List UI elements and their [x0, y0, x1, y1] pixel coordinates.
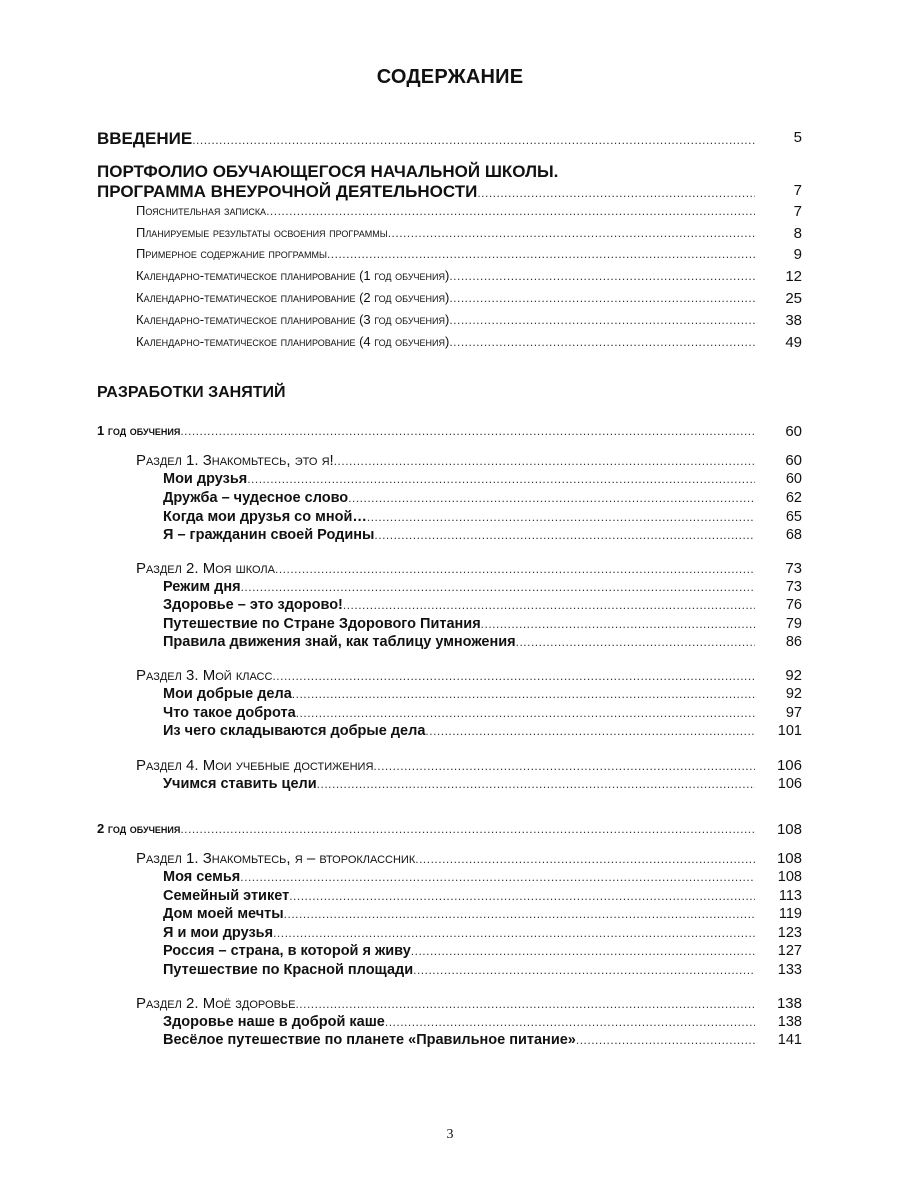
toc-entry-label: Весёлое путешествие по планете «Правильное питание» — [163, 1032, 576, 1048]
leader-dots — [477, 186, 755, 200]
toc-entry-section[interactable] — [0, 560, 900, 580]
toc-entry-topic[interactable] — [0, 723, 900, 743]
toc-entry-page: 7 — [793, 182, 802, 199]
toc-entry-label: Планируемые результаты освоения программы — [136, 225, 388, 240]
toc-entry-year-1[interactable] — [0, 423, 900, 443]
toc-entry-topic[interactable] — [0, 705, 900, 725]
toc-entry-topic[interactable] — [0, 1014, 900, 1034]
toc-entry-page: 62 — [785, 490, 802, 506]
toc-entry-page: 141 — [777, 1032, 802, 1048]
toc-entry-page: 60 — [785, 423, 802, 440]
toc-entry-topic[interactable] — [0, 490, 900, 510]
leader-dots — [192, 133, 755, 147]
leader-dots — [516, 635, 755, 649]
toc-entry-page: 38 — [785, 312, 802, 329]
toc-entry-page: 49 — [785, 334, 802, 351]
toc-entry-label: Мои друзья — [163, 471, 248, 487]
toc-entry-page: 5 — [793, 129, 802, 146]
leader-dots — [411, 944, 755, 958]
leader-dots — [385, 1015, 755, 1029]
toc-entry-page: 12 — [785, 268, 802, 285]
toc-entry-label: Здоровье наше в доброй каше — [163, 1014, 385, 1030]
toc-entry-planning-year-4[interactable] — [0, 334, 900, 354]
toc-entry-section[interactable] — [0, 452, 900, 472]
leader-dots — [317, 777, 755, 791]
toc-entry-page: 133 — [777, 962, 802, 978]
leader-dots — [247, 472, 755, 486]
toc-entry-label: 2 год обучения — [97, 821, 181, 836]
toc-entry-page: 60 — [785, 471, 802, 487]
leader-dots — [373, 759, 755, 773]
toc-entry-topic[interactable] — [0, 471, 900, 491]
toc-entry-label: Календарно-тематическое планирование (2 год обучения) — [136, 290, 450, 305]
toc-entry-label: ПРОГРАММА ВНЕУРОЧНОЙ ДЕЯТЕЛЬНОСТИ — [97, 182, 478, 201]
toc-entry-topic[interactable] — [0, 527, 900, 547]
toc-entry-page: 7 — [793, 203, 802, 220]
leader-dots — [284, 907, 755, 921]
leader-dots — [289, 889, 755, 903]
toc-entry-planned-results[interactable] — [0, 225, 900, 245]
toc-entry-year-2[interactable] — [0, 821, 900, 841]
leader-dots — [374, 528, 755, 542]
toc-entry-planning-year-3[interactable] — [0, 312, 900, 332]
toc-entry-page: 127 — [777, 943, 802, 959]
toc-entry-page: 73 — [785, 579, 802, 595]
leader-dots — [272, 669, 755, 683]
toc-entry-topic[interactable] — [0, 686, 900, 706]
leader-dots — [343, 598, 755, 612]
toc-entry-topic[interactable] — [0, 888, 900, 908]
toc-entry-topic[interactable] — [0, 962, 900, 982]
toc-entry-explanatory-note[interactable] — [0, 203, 900, 223]
toc-entry-label: Календарно-тематическое планирование (4 год обучения) — [136, 334, 450, 349]
toc-entry-page: 25 — [785, 290, 802, 307]
toc-entry-page: 108 — [776, 821, 802, 838]
leader-dots — [449, 291, 755, 305]
toc-entry-section[interactable] — [0, 850, 900, 870]
toc-entry-page: 138 — [777, 1014, 802, 1030]
toc-entry-planning-year-2[interactable] — [0, 290, 900, 310]
toc-entry-topic[interactable] — [0, 906, 900, 926]
toc-entry-label: Дом моей мечты — [163, 906, 284, 922]
leader-dots — [388, 226, 755, 240]
toc-entry-page: 108 — [777, 869, 802, 885]
toc-entry-topic[interactable] — [0, 616, 900, 636]
toc-entry-label: Дружба – чудесное слово — [163, 490, 349, 506]
toc-entry-page: 119 — [778, 906, 802, 922]
toc-entry-program[interactable] — [0, 182, 900, 202]
leader-dots — [413, 963, 755, 977]
toc-entry-topic[interactable] — [0, 634, 900, 654]
toc-entry-label: Моя семья — [163, 869, 241, 885]
toc-entry-section[interactable] — [0, 667, 900, 687]
toc-entry-label: ВВЕДЕНИЕ — [97, 129, 193, 148]
toc-entry-label: Раздел 2. Моё здоровье — [136, 995, 296, 1012]
toc-entry-topic[interactable] — [0, 925, 900, 945]
leader-dots — [449, 269, 755, 283]
toc-entry-page: 97 — [785, 705, 802, 721]
toc-entry-page: 73 — [785, 560, 802, 577]
toc-entry-label: Семейный этикет — [163, 888, 290, 904]
toc-entry-page: 68 — [785, 527, 802, 543]
toc-entry-label: Примерное содержание программы — [136, 246, 327, 261]
toc-entry-label: Раздел 3. Мой класс — [136, 667, 273, 684]
toc-entry-label: Путешествие по Стране Здорового Питания — [163, 616, 481, 632]
toc-entry-label: Здоровье – это здорово! — [163, 597, 343, 613]
leader-dots — [481, 617, 755, 631]
toc-entry-page: 92 — [785, 667, 802, 684]
toc-entry-page: 86 — [785, 634, 802, 650]
leader-dots — [296, 706, 755, 720]
toc-entry-label: Правила движения знай, как таблицу умножения — [163, 634, 516, 650]
toc-entry-page: 92 — [785, 686, 802, 702]
toc-entry-label: Раздел 1. Знакомьтесь, это я! — [136, 452, 334, 469]
toc-entry-page: 138 — [776, 995, 802, 1012]
toc-heading-portfolio-line1: ПОРТФОЛИО ОБУЧАЮЩЕГОСЯ НАЧАЛЬНОЙ ШКОЛЫ. — [97, 162, 559, 181]
leader-dots — [367, 510, 755, 524]
toc-entry-label: 1 год обучения — [97, 423, 181, 438]
toc-entry-topic[interactable] — [0, 597, 900, 617]
toc-entry-topic[interactable] — [0, 776, 900, 796]
toc-entry-page: 8 — [793, 225, 802, 242]
page-title: СОДЕРЖАНИЕ — [376, 66, 524, 88]
toc-entry-page: 113 — [778, 888, 802, 904]
toc-entry-label: Россия – страна, в которой я живу — [163, 943, 411, 959]
toc-entry-label: Календарно-тематическое планирование (3 год обучения) — [136, 312, 450, 327]
leader-dots — [275, 562, 755, 576]
toc-entry-topic[interactable] — [0, 579, 900, 599]
toc-entry-label: Когда мои друзья со мной… — [163, 509, 367, 525]
leader-dots — [425, 724, 755, 738]
toc-entry-label: Учимся ставить цели — [163, 776, 317, 792]
leader-dots — [180, 424, 755, 438]
leader-dots — [273, 926, 755, 940]
toc-entry-label: Что такое доброта — [163, 705, 296, 721]
toc-entry-page: 106 — [777, 776, 802, 792]
leader-dots — [295, 997, 755, 1011]
toc-entry-label: Путешествие по Красной площади — [163, 962, 414, 978]
toc-entry-label: Раздел 4. Мои учебные достижения — [136, 757, 374, 774]
leader-dots — [348, 491, 755, 505]
toc-entry-planning-year-1[interactable] — [0, 268, 900, 288]
toc-entry-section[interactable] — [0, 995, 900, 1015]
toc-entry-page: 60 — [785, 452, 802, 469]
leader-dots — [327, 247, 755, 261]
toc-entry-label: Режим дня — [163, 579, 241, 595]
toc-entry-section[interactable] — [0, 757, 900, 777]
leader-dots — [241, 580, 755, 594]
toc-entry-page: 108 — [776, 850, 802, 867]
leader-dots — [449, 313, 755, 327]
toc-entry-introduction[interactable] — [0, 129, 900, 149]
toc-entry-label: Я – гражданин своей Родины — [163, 527, 375, 543]
toc-entry-label: Я и мои друзья — [163, 925, 274, 941]
leader-dots — [180, 822, 755, 836]
toc-entry-page: 65 — [785, 509, 802, 525]
toc-entry-page: 79 — [785, 616, 802, 632]
toc-entry-topic[interactable] — [0, 869, 900, 889]
toc-entry-label: Из чего складываются добрые дела — [163, 723, 426, 739]
leader-dots — [415, 852, 755, 866]
page-number: 3 — [446, 1127, 454, 1142]
toc-entry-topic[interactable] — [0, 509, 900, 529]
toc-heading-lessons: РАЗРАБОТКИ ЗАНЯТИЙ — [97, 384, 286, 401]
toc-entry-topic[interactable] — [0, 943, 900, 963]
toc-entry-program-content[interactable] — [0, 246, 900, 266]
toc-entry-page: 76 — [785, 597, 802, 613]
leader-dots — [266, 204, 755, 218]
toc-entry-page: 123 — [777, 925, 802, 941]
toc-entry-page: 106 — [776, 757, 802, 774]
toc-entry-page: 101 — [777, 723, 802, 739]
leader-dots — [334, 454, 755, 468]
leader-dots — [292, 687, 755, 701]
toc-entry-label: Пояснительная записка — [136, 203, 267, 218]
leader-dots — [449, 335, 755, 349]
toc-entry-label: Мои добрые дела — [163, 686, 292, 702]
toc-entry-label: Раздел 1. Знакомьтесь, я – второклассник — [136, 850, 416, 867]
toc-entry-topic[interactable] — [0, 1032, 900, 1052]
toc-entry-page: 9 — [793, 246, 802, 263]
leader-dots — [240, 870, 755, 884]
toc-entry-label: Календарно-тематическое планирование (1 год обучения) — [136, 268, 450, 283]
leader-dots — [576, 1033, 755, 1047]
toc-entry-label: Раздел 2. Моя школа — [136, 560, 275, 577]
